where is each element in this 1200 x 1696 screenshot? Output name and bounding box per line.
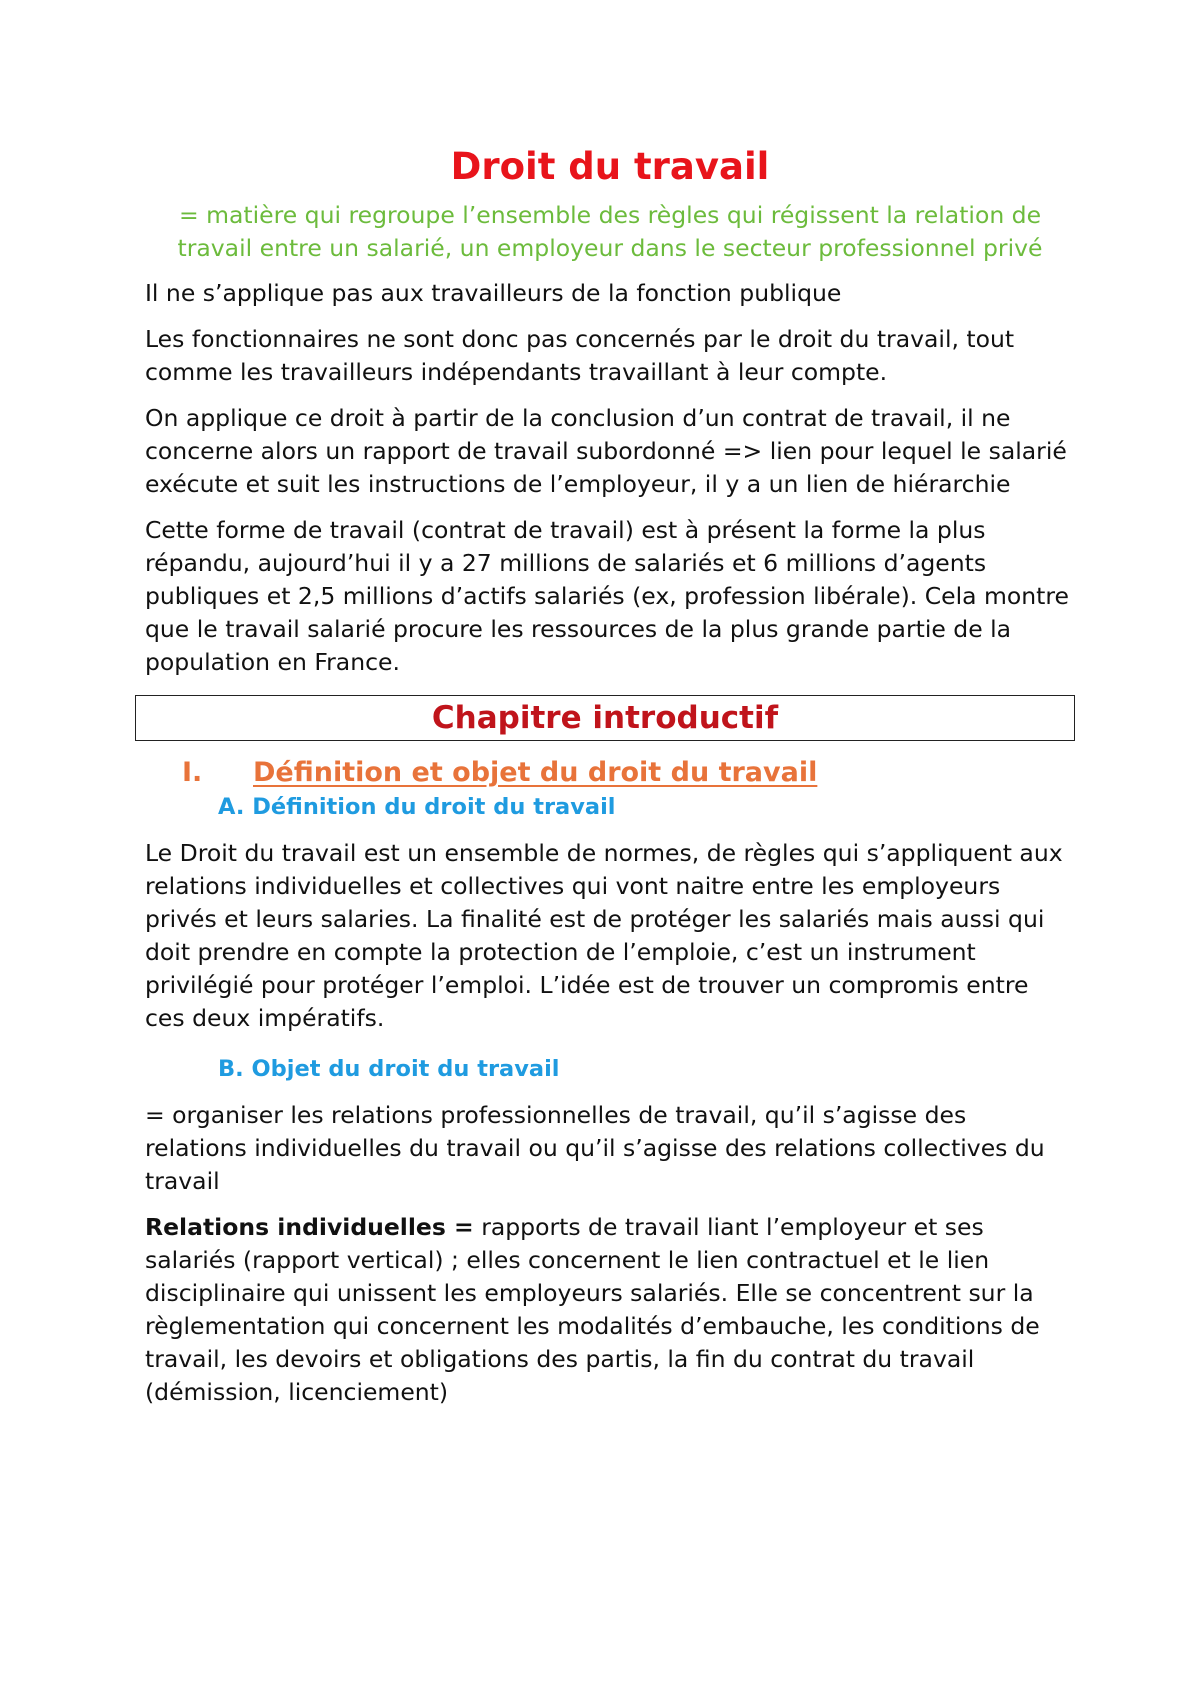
definition-paragraph: = matière qui regroupe l’ensemble des règles qui régissent la relation de travail entre un salarié, un employeur dans le secteur professionnel privé	[177, 201, 1043, 262]
subsection-b-title: B. Objet du droit du travail	[218, 1056, 560, 1082]
relations-individuelles-paragraph	[145, 1211, 1075, 1409]
document-title: Droit du travail	[450, 145, 770, 188]
chapter-title-box	[135, 695, 1075, 741]
intro-paragraph-3: On applique ce droit à partir de la conclusion d’un contrat de travail, il ne concerne alors un rapport de travail subordonné => lien pour lequel le salarié exécute et suit les instructions de l’employeur, il y a un lien de hiérarchie	[145, 404, 1067, 498]
section-heading	[145, 755, 1075, 791]
chapter-title: Chapitre introductif	[431, 700, 779, 736]
document-content	[145, 143, 1075, 1422]
subsection-b-paragraph: = organiser les relations professionnelles de travail, qu’il s’agisse des relations individuelles du travail ou qu’il s’agisse des relations collectives du travail	[145, 1101, 1045, 1195]
subsection-a-paragraph: Le Droit du travail est un ensemble de normes, de règles qui s’appliquent aux relations individuelles et collectives qui vont naitre entre les employeurs privés et leurs salaries. La finalité est de protéger les salariés mais aussi qui doit prendre en compte la protection de l’emploie, c’est un instrument privilégié pour protéger l’emploi. L’idée est de trouver un compromis entre ces deux impératifs.	[145, 839, 1063, 1032]
intro-paragraph-1: Il ne s’applique pas aux travailleurs de la fonction publique	[145, 279, 842, 307]
relations-individuelles-text: rapports de travail liant l’employeur et ses salariés (rapport vertical) ; elles concernent le lien contractuel et le lien disciplinaire qui unissent les employeurs salariés. Elle se concentrent sur la règlementation qui concernent les modalités d’embauche, les conditions de travail, les devoirs et obligations des partis, la fin du contrat du travail (démission, licenciement)	[145, 1213, 1040, 1406]
intro-paragraph-4: Cette forme de travail (contrat de travail) est à présent la forme la plus répandu, aujourd’hui il y a 27 millions de salariés et 6 millions d’agents publiques et 2,5 millions d’actifs salariés (ex, profession libérale). Cela montre que le travail salarié procure les ressources de la plus grande partie de la population en France.	[145, 516, 1069, 676]
subsection-a-title: A. Définition du droit du travail	[218, 794, 616, 820]
relations-individuelles-label: Relations individuelles =	[145, 1213, 474, 1241]
intro-paragraph-2: Les fonctionnaires ne sont donc pas concernés par le droit du travail, tout comme les travailleurs indépendants travaillant à leur compte.	[145, 325, 1015, 386]
section-title: Définition et objet du droit du travail	[253, 757, 818, 788]
section-number: I.	[182, 757, 203, 788]
